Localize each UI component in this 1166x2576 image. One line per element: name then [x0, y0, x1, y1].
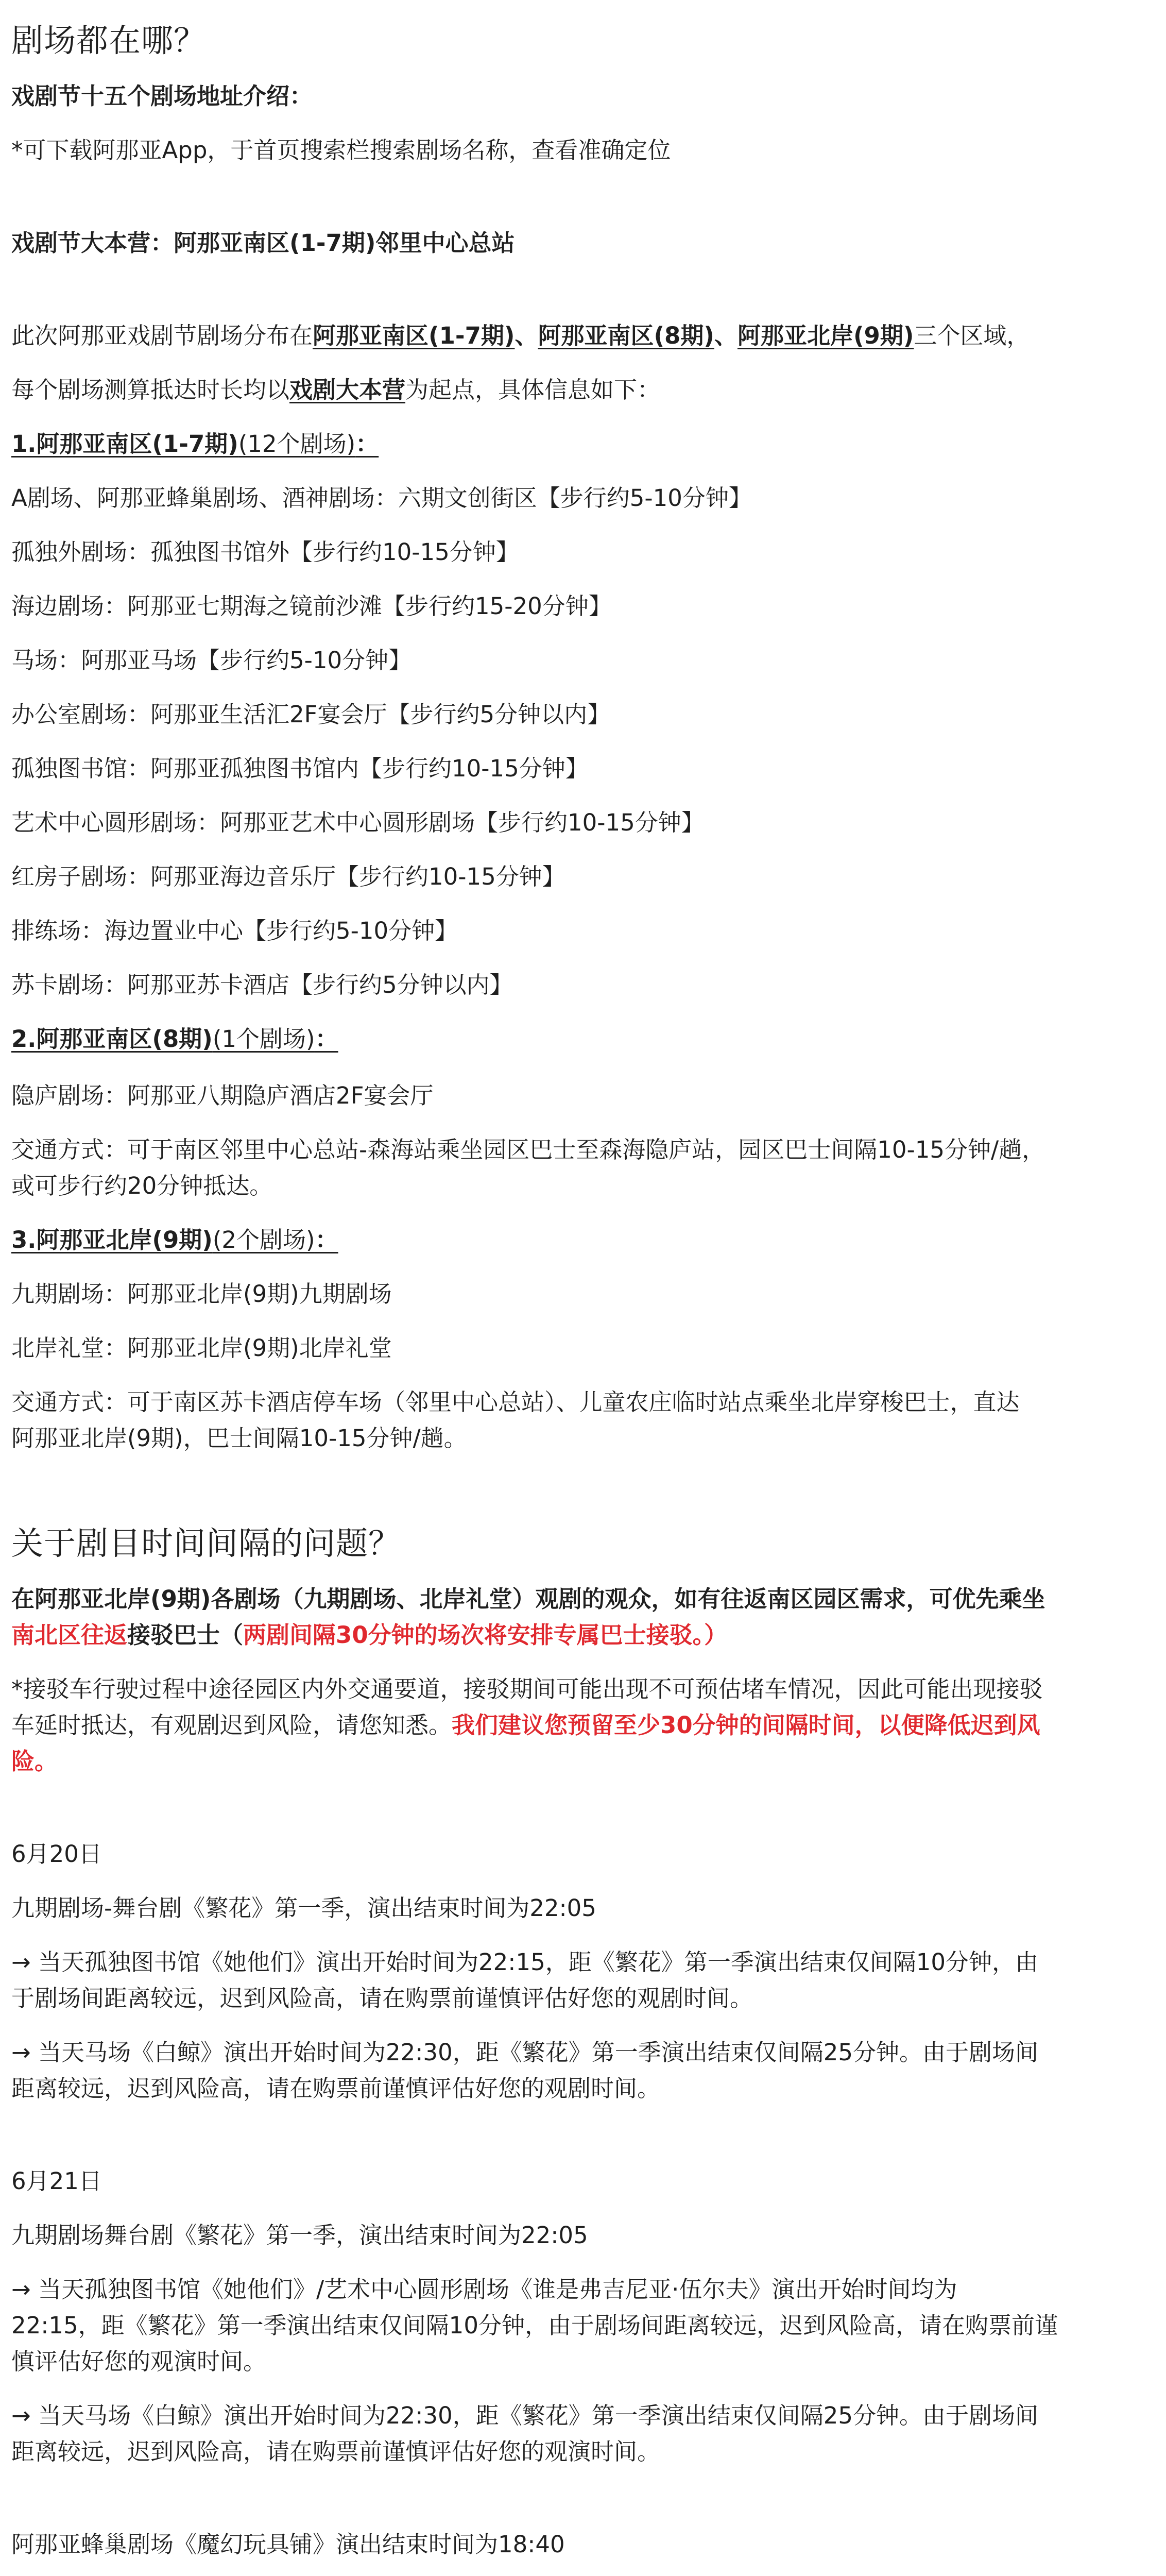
area1-heading — [11, 426, 1155, 462]
area1-colon: ： — [355, 430, 379, 457]
distribution-line — [11, 318, 1155, 354]
intro-heading: 戏剧节十五个剧场地址介绍： — [11, 82, 313, 110]
day1-date: 6月20日 — [11, 1840, 102, 1868]
venue-item: A剧场、阿那亚蜂巢剧场、酒神剧场：六期文创街区【步行约5-10分钟】 — [11, 484, 752, 512]
day2-b1: → 当天马场《白鲸》演出开始时间为22:30，距《繁花》第一季演出结束仅间隔25分钟。由于剧场间 — [11, 2402, 1038, 2429]
area2-venue: 隐庐剧场：阿那亚八期隐庐酒店2F宴会厅 — [11, 1082, 434, 1109]
venue-item: 苏卡剧场：阿那亚苏卡酒店【步行约5分钟以内】 — [11, 971, 513, 998]
hq-line — [11, 225, 1155, 261]
area3-transport-1: 交通方式：可于南区苏卡酒店停车场（邻里中心总站）、儿童农庄临时站点乘坐北岸穿梭巴士，直达 — [11, 1388, 1020, 1416]
day2-b2: 距离较远，迟到风险高，请在购票前谨慎评估好您的观演时间。 — [11, 2438, 661, 2465]
day1-a2: 于剧场间距离较远，迟到风险高，请在购票前谨慎评估好您的观剧时间。 — [11, 1985, 753, 2012]
dist-text-end: 三个区域， — [914, 322, 1030, 349]
note-line-2 — [11, 1707, 1155, 1743]
area3-venue-2: 北岸礼堂：阿那亚北岸(9期)北岸礼堂 — [11, 1334, 392, 1362]
dist-area-2: 阿那亚南区(8期) — [538, 322, 714, 349]
day2-date: 6月21日 — [11, 2167, 102, 2195]
venue-item: 海边剧场：阿那亚七期海之镜前沙滩【步行约15-20分钟】 — [11, 592, 612, 620]
section-title-timing: 关于剧目时间间隔的问题？ — [11, 1524, 401, 1562]
day1-b2: 距离较远，迟到风险高，请在购票前谨慎评估好您的观剧时间。 — [11, 2075, 661, 2102]
dist-text-3: 每个剧场测算抵达时长均以 — [11, 376, 290, 403]
venue-item: 孤独图书馆：阿那亚孤独图书馆内【步行约10-15分钟】 — [11, 755, 589, 782]
day2-a3: 慎评估好您的观演时间。 — [11, 2348, 267, 2375]
area1-count: (12个剧场) — [238, 430, 356, 457]
note-line-1: *接驳车行驶过程中途径园区内外交通要道，接驳期间可能出现不可预估堵车情况，因此可能出现接驳 — [11, 1675, 1043, 1703]
venue-item: 办公室剧场：阿那亚生活汇2F宴会厅【步行约5分钟以内】 — [11, 701, 611, 728]
venue-item: 孤独外剧场：孤独图书馆外【步行约10-15分钟】 — [11, 538, 519, 566]
venue-item: 排练场：海边置业中心【步行约5-10分钟】 — [11, 917, 458, 944]
section-title-venues: 剧场都在哪？ — [11, 22, 207, 59]
day2-show: 九期剧场舞台剧《繁花》第一季，演出结束时间为22:05 — [11, 2222, 588, 2249]
day1-b1: → 当天马场《白鲸》演出开始时间为22:30，距《繁花》第一季演出结束仅间隔25分钟。由于剧场间 — [11, 2039, 1038, 2066]
area3-heading — [11, 1222, 1155, 1258]
area2-transport-1: 交通方式：可于南区邻里中心总站-森海站乘坐园区巴士至森海隐庐站，园区巴士间隔10-15分钟/趟， — [11, 1136, 1045, 1163]
hq-value: 阿那亚南区(1-7期)邻里中心总站 — [174, 229, 515, 257]
note-red-2: 险。 — [11, 1748, 58, 1775]
venue-item: 艺术中心圆形剧场：阿那亚艺术中心圆形剧场【步行约10-15分钟】 — [11, 809, 705, 836]
note-text-2: 车延时抵达，有观剧迟到风险，请您知悉。 — [11, 1711, 452, 1739]
distribution-line-2 — [11, 372, 1155, 408]
dist-area-3: 阿那亚北岸(9期) — [737, 322, 914, 349]
area3-colon: ： — [315, 1226, 338, 1253]
hq-label: 戏剧节大本营： — [11, 229, 174, 257]
day2-a2: 22:15，距《繁花》第一季演出结束仅间隔10分钟，由于剧场间距离较远，迟到风险高，请在购票前谨 — [11, 2312, 1058, 2339]
area3-title: 3.阿那亚北岸(9期) — [11, 1226, 213, 1253]
area1-title: 1.阿那亚南区(1-7期) — [11, 430, 238, 457]
area2-colon: ： — [315, 1025, 338, 1053]
day1-show: 九期剧场-舞台剧《繁花》第一季，演出结束时间为22:05 — [11, 1894, 596, 1922]
venue-item: 红房子剧场：阿那亚海边音乐厅【步行约10-15分钟】 — [11, 863, 565, 890]
area3-transport-2: 阿那亚北岸(9期)，巴士间隔10-15分钟/趟。 — [11, 1425, 467, 1452]
day2-show-2: 阿那亚蜂巢剧场《魔幻玩具铺》演出结束时间为18:40 — [11, 2531, 565, 2558]
note-red-1: 我们建议您预留至少30分钟的间隔时间，以便降低迟到风 — [452, 1711, 1040, 1739]
area2-heading — [11, 1021, 1155, 1057]
dist-text-4: 为起点，具体信息如下： — [405, 376, 661, 403]
lead-line-1: 在阿那亚北岸(9期)各剧场（九期剧场、北岸礼堂）观剧的观众，如有往返南区园区需求，可优先乘坐 — [11, 1585, 1045, 1613]
dist-hq: 戏剧大本营 — [289, 376, 406, 403]
dist-text: 此次阿那亚戏剧节剧场分布在 — [11, 322, 313, 349]
area3-venue-1: 九期剧场：阿那亚北岸(9期)九期剧场 — [11, 1280, 392, 1308]
area3-count: (2个剧场) — [212, 1226, 315, 1253]
dist-sep-2: 、 — [714, 322, 738, 349]
area2-title: 2.阿那亚南区(8期) — [11, 1025, 213, 1053]
area2-transport-2: 或可步行约20分钟抵达。 — [11, 1172, 273, 1199]
venue-item: 马场：阿那亚马场【步行约5-10分钟】 — [11, 647, 412, 674]
area2-count: (1个剧场) — [212, 1025, 315, 1053]
lead-red-1: 南北区往返 — [11, 1621, 128, 1649]
day2-a1: → 当天孤独图书馆《她他们》/艺术中心圆形剧场《谁是弗吉尼亚·伍尔夫》演出开始时间均为 — [11, 2276, 957, 2303]
dist-sep-1: 、 — [515, 322, 538, 349]
lead-line-2 — [11, 1617, 1155, 1653]
lead-red-2: 两剧间隔30分钟的场次将安排专属巴士接驳。） — [243, 1621, 728, 1649]
lead-text-2: 接驳巴士（ — [127, 1621, 244, 1649]
dist-area-1: 阿那亚南区(1-7期) — [313, 322, 515, 349]
intro-note: *可下载阿那亚App，于首页搜索栏搜索剧场名称，查看准确定位 — [11, 137, 671, 164]
day1-a1: → 当天孤独图书馆《她他们》演出开始时间为22:15，距《繁花》第一季演出结束仅间隔10分钟，由 — [11, 1948, 1038, 1976]
